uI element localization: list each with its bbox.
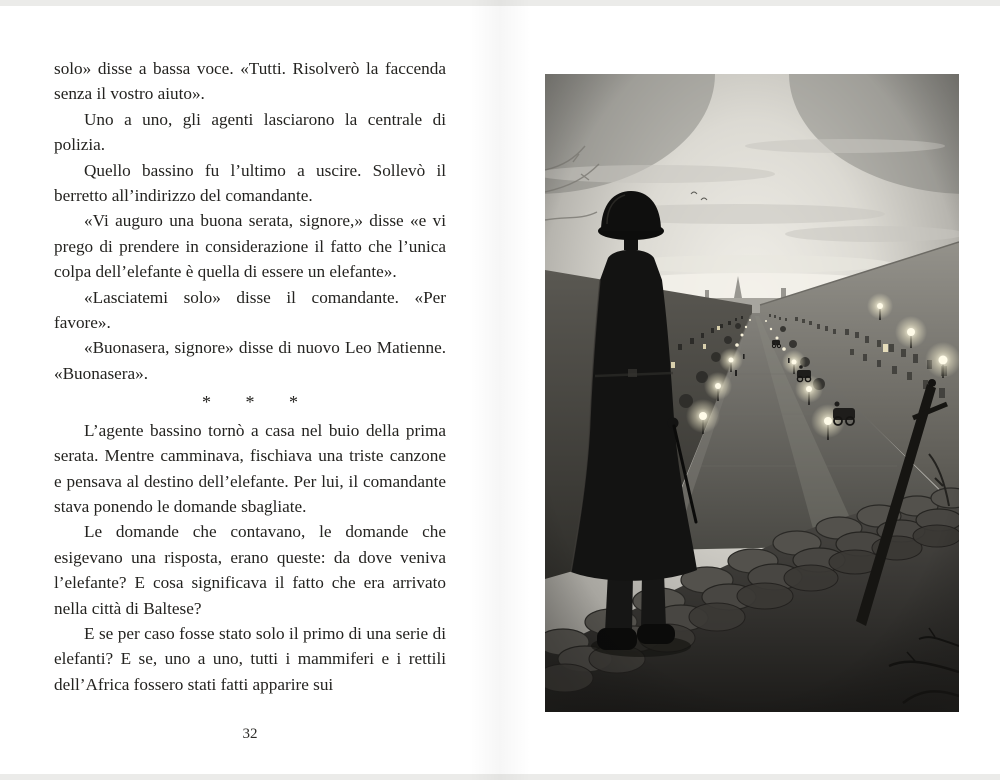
- section-separator: * * *: [202, 392, 298, 413]
- page-gutter: [470, 0, 530, 780]
- scan-edge-top: [0, 0, 1000, 6]
- paragraph: solo» disse a bassa voce. «Tutti. Risolverò la faccenda senza il vostro aiuto».: [54, 59, 446, 104]
- scan-edge-bottom: [0, 774, 1000, 780]
- paragraph: Quello bassino fu l’ultimo a uscire. Sollevò il berretto all’indirizzo del comandante.: [54, 160, 446, 206]
- paragraph: Le domande che contavano, le domande che esigevano una risposta, erano queste: da dove veniva l’elefante? E cosa significava il fatto che era arrivato nella città di Baltese?: [54, 522, 446, 618]
- illustration: [545, 74, 959, 712]
- text-column: [54, 56, 446, 697]
- paragraph: E se per caso fosse stato solo il primo di una serie di elefanti? E se, uno a uno, tutti i mammiferi e i rettili dell’Africa fossero stati fatti apparire sui: [54, 623, 446, 694]
- paragraph: Uno a uno, gli agenti lasciarono la centrale di polizia.: [54, 109, 446, 155]
- paragraph: «Lasciatemi solo» disse il comandante. «Per favore».: [54, 287, 446, 333]
- vignette: [545, 74, 959, 712]
- paragraph: «Vi auguro una buona serata, signore,» disse «e vi prego di prendere in considerazione il fatto che l’unica colpa dell’elefante è quella di essere un elefante».: [54, 211, 446, 282]
- paragraph: L’agente bassino tornò a casa nel buio della prima serata. Mentre camminava, fischiava una triste canzone e pensava al destino dell’elefante. Per lui, il comandante stava ponendo le domande sbagliate.: [54, 420, 446, 516]
- paragraph: «Buonasera, signore» disse di nuovo Leo Matienne. «Buonasera».: [54, 338, 446, 383]
- page-number: 32: [242, 726, 258, 742]
